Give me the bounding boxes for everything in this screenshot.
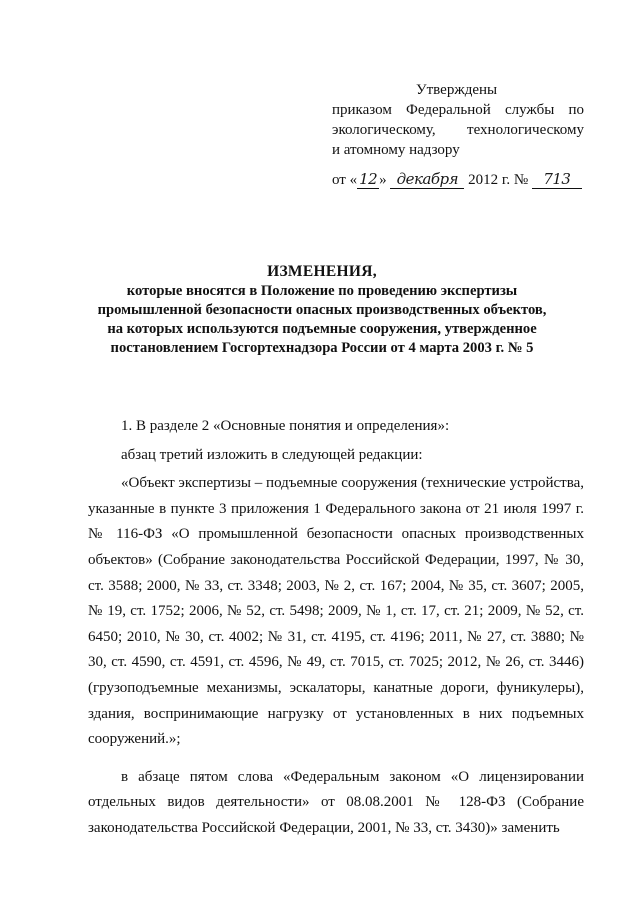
paragraph-3: «Объект экспертизы – подъемные сооружения (технические устройства, указанные в пункте 3 приложения 1 Федерального закона от 21 июля 1997 г. № 116-ФЗ «О промышленной безопасности опасных производственных объектов» (Собрание законодательства Российской Федерации, 1997, № 30, ст. 3588; 2000, № 33, ст. 3348; 2003, № 2, ст. 167; 2004, № 35, ст. 3607; 2005, № 19, ст. 1752; 2006, № 52, ст. 5498; 2009, № 1, ст. 17, ст. 21; 2009, № 52, ст. 6450; 2010, № 30, ст. 4002; № 31, ст. 4195, ст. 4196; 2011, № 27, ст. 3880; № 30, ст. 4590, ст. 4591, ст. 4596, № 49, ст. 7015, ст. 7025; 2012, № 26, ст. 3446) (грузоподъемные механизмы, эскалаторы, канатные дороги, фуникулеры), здания, воспринимающие нагрузку от установленных в них подъемных сооружений.»; bbox=[88, 475, 584, 748]
approval-line: и атомному надзору bbox=[332, 142, 460, 158]
paragraph-1: 1. В разделе 2 «Основные понятия и определения»: bbox=[121, 418, 450, 434]
title-line: постановлением Госгортехнадзора России от 4 марта 2003 г. № 5 bbox=[110, 340, 534, 356]
order-day: 12 bbox=[359, 170, 378, 188]
order-number: 713 bbox=[532, 170, 582, 189]
order-line bbox=[332, 170, 584, 194]
approval-block bbox=[332, 80, 584, 194]
title-line: промышленной безопасности опасных производственных объектов, bbox=[97, 302, 547, 318]
approval-line: экологическому, технологическому bbox=[332, 122, 584, 138]
title-main: ИЗМЕНЕНИЯ, bbox=[267, 263, 377, 280]
document-body bbox=[88, 414, 584, 842]
document-title bbox=[80, 262, 564, 358]
order-month: декабря bbox=[390, 170, 464, 189]
approval-heading: Утверждены bbox=[416, 82, 498, 98]
paragraph-2: абзац третий изложить в следующей редакции: bbox=[121, 446, 423, 463]
paragraph-4: в абзаце пятом слова «Федеральным законом «О лицензировании отдельных видов деятельности» от 08.08.2001 № 128-ФЗ (Собрание законодательства Российской Федерации, 2001, № 33, ст. 3430)» заменить bbox=[88, 768, 584, 836]
order-prefix: от « bbox=[332, 172, 358, 188]
title-line: которые вносятся в Положение по проведению экспертизы bbox=[126, 283, 518, 299]
title-line: на которых используются подъемные сооружения, утвержденное bbox=[107, 321, 537, 337]
order-year: 2012 г. № bbox=[468, 172, 529, 188]
approval-line: приказом Федеральной службы по bbox=[332, 102, 584, 118]
order-quote: » bbox=[379, 172, 387, 188]
